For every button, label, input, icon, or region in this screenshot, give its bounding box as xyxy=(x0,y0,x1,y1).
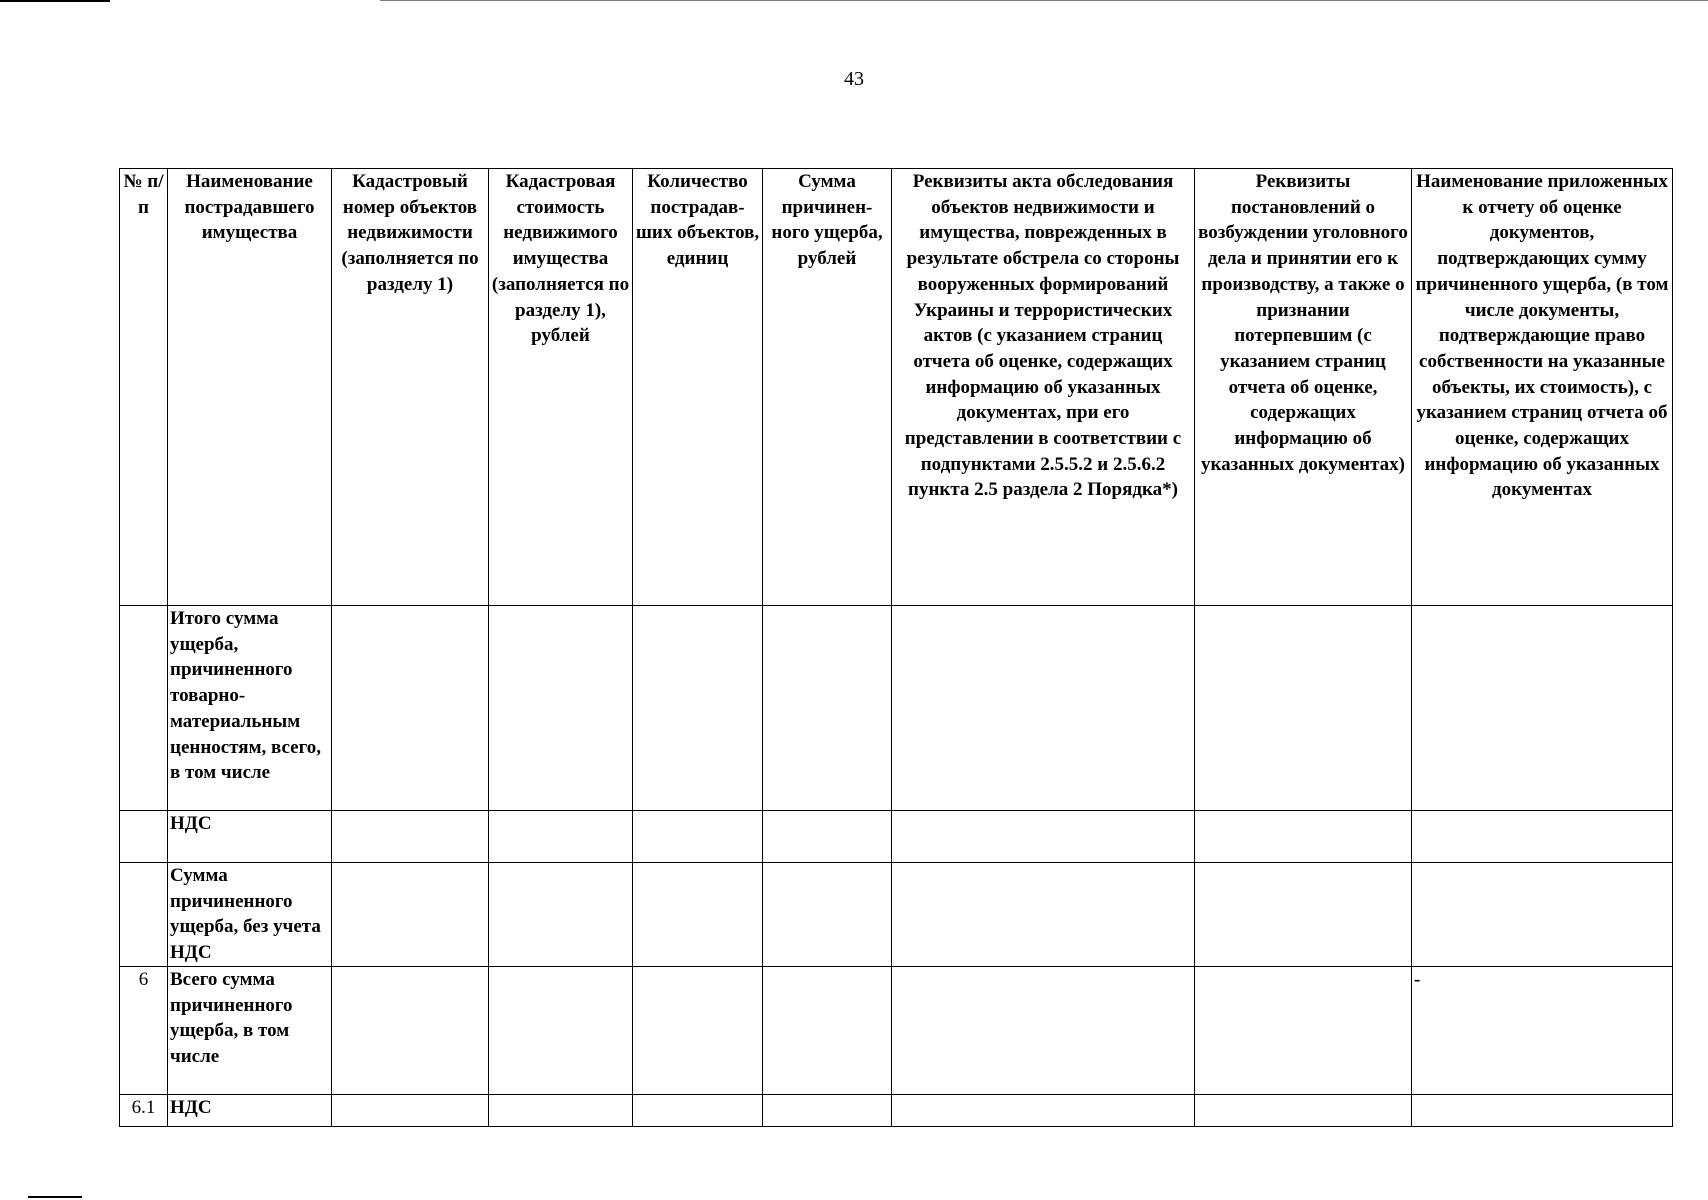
cell-empty xyxy=(892,1094,1195,1126)
cell-empty xyxy=(489,811,633,863)
cell-empty xyxy=(1195,811,1412,863)
table-row xyxy=(120,606,1673,811)
cell-empty xyxy=(332,1094,489,1126)
cell-last xyxy=(1412,1094,1673,1126)
header-cadastral-number: Кадастровый номер объектов недвижимости (заполняется по разделу 1) xyxy=(332,169,489,606)
row-label: Итого сумма ущерба, причиненного товарно-материальным ценностям, всего, в том числе xyxy=(168,606,332,811)
row-number xyxy=(120,606,168,811)
row-label: Сумма причиненного ущерба, без учета НДС xyxy=(168,863,332,967)
row-number: 6.1 xyxy=(120,1094,168,1126)
cell-empty xyxy=(763,863,892,967)
table-row xyxy=(120,1094,1673,1126)
row-label: Всего сумма причиненного ущерба, в том числе xyxy=(168,966,332,1094)
row-label: НДС xyxy=(168,1094,332,1126)
table-row xyxy=(120,966,1673,1094)
cell-empty xyxy=(489,863,633,967)
header-damaged-objects-count: Количество пострадав-ших объектов, единиц xyxy=(633,169,763,606)
header-number: № п/п xyxy=(120,169,168,606)
header-inspection-act-details: Реквизиты акта обследования объектов недвижимости и имущества, поврежденных в результате обстрела со стороны вооруженных формирований Украины и террористических актов (с указанием страниц отчета об оценке, содержащих информацию об указанных документах, при его представлении в соответствии с подпунктами 2.5.5.2 и 2.5.6.2 пункта 2.5 раздела 2 Порядка*) xyxy=(892,169,1195,606)
cell-empty xyxy=(633,1094,763,1126)
table-row xyxy=(120,863,1673,967)
cell-empty xyxy=(763,606,892,811)
scan-edge-mark-top xyxy=(0,0,110,2)
cell-empty xyxy=(332,811,489,863)
header-cadastral-value: Кадастровая стоимость недвижимого имущества (заполняется по разделу 1), рублей xyxy=(489,169,633,606)
page-number: 43 xyxy=(844,68,864,90)
row-number: 6 xyxy=(120,966,168,1094)
cell-empty xyxy=(892,811,1195,863)
cell-empty xyxy=(489,966,633,1094)
row-number xyxy=(120,811,168,863)
scan-edge-mark-bottom xyxy=(28,1196,82,1198)
cell-empty xyxy=(332,863,489,967)
header-attached-documents: Наименование приложенных к отчету об оценке документов, подтверждающих сумму причиненного ущерба, (в том числе документы, подтверждающие право собственности на указанные объекты, их стоимость), с указанием страниц отчета об оценке, содержащих информацию об указанных документах xyxy=(1412,169,1673,606)
header-criminal-case-details: Реквизиты постановлений о возбуждении уголовного дела и принятии его к производству, а также о признании потерпевшим (с указанием страниц отчета об оценке, содержащих информацию об указанных документах) xyxy=(1195,169,1412,606)
header-damage-sum: Сумма причинен-ного ущерба, рублей xyxy=(763,169,892,606)
header-property-name: Наименование пострадавшего имущества xyxy=(168,169,332,606)
row-label: НДС xyxy=(168,811,332,863)
cell-empty xyxy=(763,811,892,863)
cell-empty xyxy=(892,863,1195,967)
cell-empty xyxy=(633,811,763,863)
cell-empty xyxy=(489,606,633,811)
cell-empty xyxy=(633,966,763,1094)
cell-empty xyxy=(1195,606,1412,811)
cell-empty xyxy=(763,966,892,1094)
row-number xyxy=(120,863,168,967)
cell-empty xyxy=(1195,863,1412,967)
table-header-row xyxy=(120,169,1673,606)
scan-edge-mark-top-right xyxy=(380,0,1708,1)
cell-empty xyxy=(1195,966,1412,1094)
cell-empty xyxy=(332,966,489,1094)
cell-empty xyxy=(332,606,489,811)
cell-empty xyxy=(763,1094,892,1126)
table-row xyxy=(120,811,1673,863)
cell-empty xyxy=(1195,1094,1412,1126)
cell-empty xyxy=(633,606,763,811)
cell-last xyxy=(1412,811,1673,863)
cell-empty xyxy=(892,966,1195,1094)
damage-form-table xyxy=(119,168,1673,1127)
cell-last xyxy=(1412,863,1673,967)
cell-empty xyxy=(489,1094,633,1126)
cell-empty xyxy=(633,863,763,967)
cell-last: - xyxy=(1412,966,1673,1094)
cell-empty xyxy=(892,606,1195,811)
cell-last xyxy=(1412,606,1673,811)
